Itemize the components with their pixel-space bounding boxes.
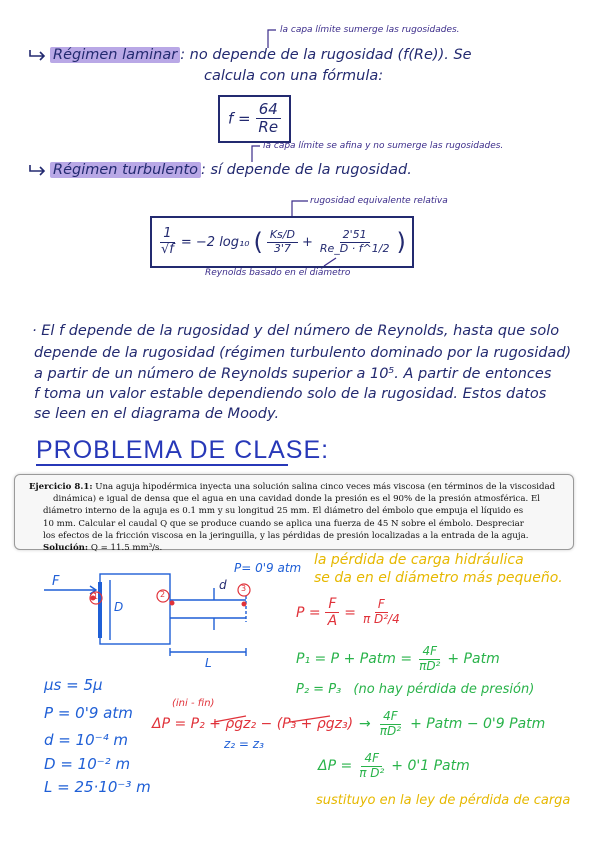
yellow-note-2: se da en el diámetro más pequeño.	[314, 570, 563, 586]
point-3: 3	[241, 584, 247, 593]
label-L: L	[205, 656, 212, 670]
bullet-arrow-turbulent	[30, 165, 44, 175]
formula-f: f =	[228, 109, 251, 128]
exercise-box	[14, 474, 574, 554]
solution-value: Q = 11.5 mm³/s.	[90, 543, 163, 554]
eq-p2	[296, 682, 534, 697]
laminar-den: Re	[258, 118, 279, 137]
eq-p-f2-den: π D²/4	[362, 612, 400, 627]
colebrook-box	[150, 216, 414, 268]
colebrook-mid: = −2 log₁₀	[180, 234, 250, 250]
colebrook-lhs	[158, 227, 177, 258]
label-d: d	[219, 578, 227, 592]
bullet-arrow-laminar	[30, 50, 44, 60]
t1-num: Ks/D	[267, 229, 298, 243]
laminar-num: 64	[256, 101, 281, 119]
eq-delta-p	[318, 752, 470, 781]
point-1: 1	[93, 592, 99, 601]
yellow-note-1: la pérdida de carga hidráulica	[314, 552, 524, 568]
eq-p1-num: 4F	[419, 645, 440, 660]
eq-p-f2-num: F	[375, 598, 388, 613]
paragraph-line-2: depende de la rugosidad (régimen turbulento dominado por la rugosidad)	[34, 345, 572, 361]
reynolds-note: Reynolds basado en el diámetro	[205, 268, 351, 278]
energy-arrow: →	[359, 716, 371, 733]
t2-den: Re_D · f^1/2	[319, 241, 390, 255]
eq-p1-den: πD²	[419, 658, 441, 673]
laminar-text-1: : no depende de la rugosidad (f(Re)). Se	[180, 47, 472, 63]
eq-p1-rhs: + Patm	[447, 651, 500, 668]
turbulent-note: la capa límite se afina y no sumerge las rugosidades.	[263, 141, 504, 151]
point-2: 2	[160, 590, 166, 599]
laminar-line-1	[50, 47, 472, 63]
energy-den: πD²	[379, 723, 402, 738]
top-note: la capa límite sumerge las rugosidades.	[280, 25, 460, 35]
paren-close: )	[396, 228, 406, 256]
eq-p2-text: P₂ = P₃	[296, 682, 342, 697]
laminar-fraction	[255, 101, 281, 137]
energy-lhs: ΔP = P₂ + ρgz₂ − (P₃ + ρgz₃)	[152, 716, 354, 733]
laminar-formula-box	[218, 95, 291, 143]
t1-den: 3'7	[273, 241, 291, 255]
bottom-note: sustituyo en la ley de pérdida de carga	[316, 793, 571, 808]
lhs-den: √f	[161, 241, 174, 257]
eq-p-frac-2	[360, 598, 403, 627]
exercise-line-1	[29, 482, 555, 492]
given-p: P = 0'9 atm	[44, 704, 133, 722]
laminar-label: Régimen laminar	[50, 47, 180, 63]
delta-p-num: 4F	[361, 752, 382, 767]
paragraph-line-1: · El f depende de la rugosidad y del número de Reynolds, hasta que solo	[32, 323, 560, 339]
eq-energy	[152, 710, 545, 739]
turbulent-text: : sí depende de la rugosidad.	[201, 162, 412, 178]
turbulent-line	[50, 162, 412, 178]
roughness-note: rugosidad equivalente relativa	[310, 196, 448, 206]
eq-p2-note: (no hay pérdida de presión)	[353, 682, 535, 697]
eq-p-frac-1	[325, 596, 341, 629]
label-D: D	[114, 600, 124, 614]
paren-open: (	[253, 228, 263, 256]
exercise-text-1: Una aguja hipodérmica inyecta una solución salina cinco veces más viscosa (en términos de la viscosidad	[95, 482, 556, 492]
delta-p-frac	[356, 752, 387, 781]
colebrook-term-2	[317, 229, 393, 255]
paragraph-line-5: se leen en el diagrama de Moody.	[34, 406, 280, 422]
eq-p-f1-num: F	[325, 596, 339, 613]
z-note: z₂ = z₃	[224, 737, 264, 751]
ini-fin: (ini - fin)	[172, 698, 215, 709]
exercise-label: Ejercicio 8.1:	[29, 482, 93, 492]
note-arrow-top	[268, 30, 276, 48]
problem-title: PROBLEMA DE CLASE:	[36, 436, 330, 464]
colebrook-term-1	[267, 229, 298, 255]
energy-rhs: + Patm − 0'9 Patm	[410, 716, 546, 733]
colebrook-plus: +	[301, 234, 313, 250]
given-d: d = 10⁻⁴ m	[44, 731, 129, 749]
eq-p1	[296, 645, 500, 674]
turbulent-label: Régimen turbulento	[50, 162, 201, 178]
exercise-line-5: los efectos de la fricción viscosa en la jeringuilla, y las pérdidas de presión localizadas a la entrada de la aguja.	[43, 530, 529, 541]
note-arrow-turbulent	[252, 146, 260, 162]
energy-frac	[377, 710, 404, 739]
eq-pressure	[296, 596, 403, 629]
given-mu: μs = 5μ	[44, 676, 103, 694]
label-F: F	[52, 574, 60, 589]
delta-p-den: π D²	[359, 765, 385, 780]
energy-num: 4F	[380, 710, 401, 725]
exercise-line-2: dinámica) e igual de densa que el agua en una cavidad donde la presión es el 90% de la presión atmosférica. El	[53, 494, 540, 505]
eq-p-f1-den: A	[327, 613, 338, 630]
paragraph-line-4: f toma un valor estable dependiendo solo de la rugosidad. Estos datos	[34, 386, 547, 402]
exercise-line-3: diámetro interno de la aguja es 0.1 mm y su longitud 25 mm. El diámetro del émbolo que empuja el líquido es	[43, 506, 524, 517]
paragraph-line-3: a partir de un número de Reynolds superior a 10⁵. A partir de entonces	[34, 366, 552, 382]
given-D: D = 10⁻² m	[44, 755, 131, 773]
t2-num: 2'51	[340, 229, 370, 243]
syringe-diagram	[44, 574, 246, 656]
laminar-line-2: calcula con una fórmula:	[204, 68, 384, 84]
eq-p1-lhs: P₁ = P + Patm =	[296, 651, 413, 668]
delta-p-lhs: ΔP =	[318, 758, 353, 775]
eq-p-lhs: P =	[296, 604, 321, 621]
given-L: L = 25·10⁻³ m	[44, 778, 151, 796]
solution-label: Solución:	[43, 543, 89, 554]
label-pressure: P= 0'9 atm	[234, 561, 302, 575]
lhs-num: 1	[160, 227, 174, 243]
eq-p-eq: =	[344, 604, 356, 621]
eq-p1-frac	[416, 645, 443, 674]
delta-p-rhs: + 0'1 Patm	[391, 758, 470, 775]
exercise-line-4: 10 mm. Calcular el caudal Q que se produce cuando se aplica una fuerza de 45 N sobre el émbolo. Despreciar	[43, 518, 524, 529]
